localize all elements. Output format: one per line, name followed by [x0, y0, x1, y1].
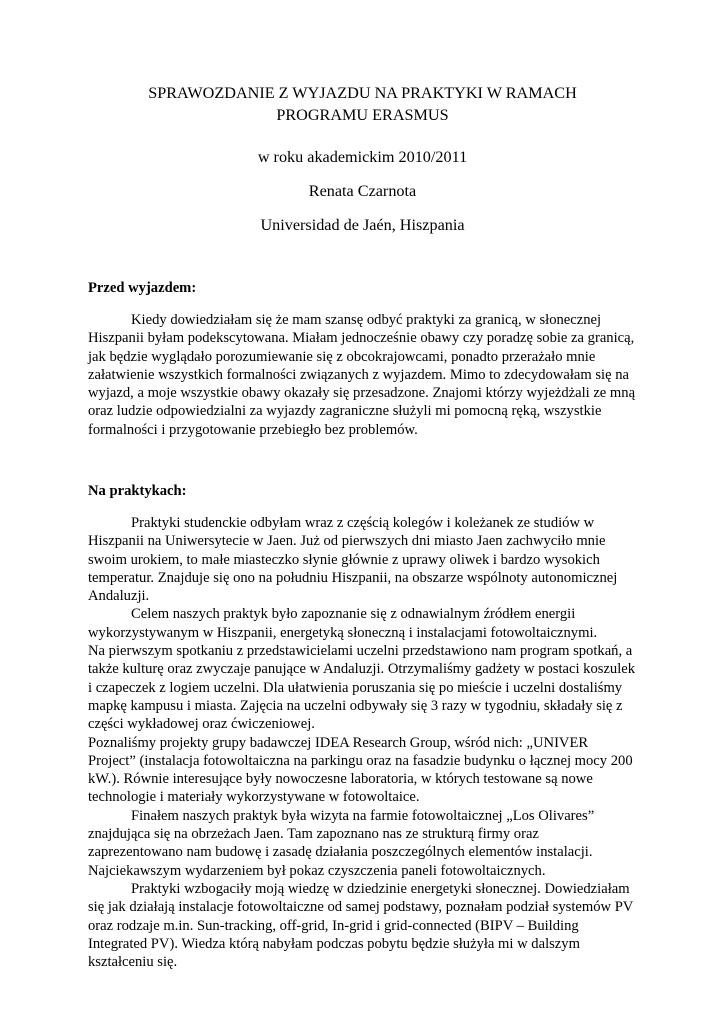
text-line: Celem naszych praktyk było zapoznanie się z odnawialnym źródłem energii — [131, 606, 576, 623]
text-line: wyjazd, a moje wszystkie obawy okazały się przesadzone. Znajomi którzy wyjeżdżali ze mną — [88, 385, 636, 402]
text-line: jak będzie wyglądało porozumiewanie się z obcokrajowcami, ponadto przerażało mnie — [88, 348, 596, 365]
text-line: Praktyki wzbogaciły moją wiedzę w dziedzinie energetyki słonecznej. Dowiedziałam — [131, 880, 630, 897]
text-line: Poznaliśmy projekty grupy badawczej IDEA Research Group, wśród nich: „UNIVER — [88, 734, 589, 751]
text-line: Integrated PV). Wiedza którą nabyłam podczas pobytu będzie służyła mi w dalszym — [88, 935, 580, 952]
text-line: Na pierwszym spotkaniu z przedstawicielami uczelni przedstawiono nam program spotkań, a — [88, 643, 633, 660]
paragraph-before-departure — [88, 311, 641, 439]
academic-year: w roku akademickim 2010/2011 — [257, 148, 468, 166]
title-line-2: PROGRAMU ERASMUS — [276, 106, 449, 124]
text-line: Hiszpanii byłam podekscytowana. Miałam jednocześnie obawy czy poradzę sobie za granicą, — [88, 330, 635, 347]
text-line: zaprezentowano nam budowę i zasadę działania poszczególnych elementów instalacji. — [88, 844, 593, 861]
text-line: Najciekawszym wydarzeniem był pokaz czyszczenia paneli fotowoltaicznych. — [88, 862, 546, 879]
text-line: się jak działają instalacje fotowoltaiczne od samej podstawy, poznałam podział systemów PV — [88, 899, 634, 916]
text-line: Kiedy dowiedziałam się że mam szansę odbyć praktyki za granicą, w słonecznej — [131, 312, 602, 328]
text-line: znajdująca się na obrzeżach Jaen. Tam zapoznano nas ze strukturą firmy oraz — [88, 826, 539, 843]
text-line: Andaluzji. — [88, 588, 150, 605]
text-line: kW.). Równie interesujące były nowoczesne laboratoria, w których testowane są nowe — [88, 771, 593, 788]
author-name: Renata Czarnota — [308, 182, 417, 200]
section-heading-before-departure: Przed wyjazdem: — [88, 280, 197, 296]
text-line: Project” (instalacja fotowoltaiczna na parkingu oraz na fasadzie budynku o łącznej mocy 200 — [88, 752, 633, 769]
text-line: oraz rodzaje m.in. Sun-tracking, off-grid, In-grid i grid-connected (BIPV – Building — [88, 917, 579, 934]
text-line: Finałem naszych praktyk była wizyta na farmie fotowoltaicznej „Los Olivares” — [131, 807, 595, 824]
text-line: części wykładowej oraz ćwiczeniowej. — [88, 716, 315, 733]
section-heading-internship: Na praktykach: — [88, 483, 187, 499]
text-line: kształceniu się. — [88, 954, 178, 971]
text-line: Praktyki studenckie odbyłam wraz z częścią kolegów i koleżanek ze studiów w — [131, 515, 595, 531]
text-line: swoim urokiem, to małe miasteczko słynie głównie z uprawy oliwek i bardzo wysokich — [88, 551, 600, 568]
text-line: formalności i przygotowanie przebiegło bez problemów. — [88, 421, 418, 438]
text-line: wykorzystywanym w Hiszpanii, energetyką słoneczną i instalacjami fotowoltaicznymi. — [88, 624, 598, 641]
text-line: mapkę kampusu i miasta. Zajęcia na uczelni odbywały się 3 razy w tygodniu, składały się z — [88, 697, 623, 714]
text-line: także kulturę oraz zwyczaje panujące w Andaluzji. Otrzymaliśmy gadżety w postaci koszulek — [88, 661, 636, 678]
document-title — [60, 82, 665, 126]
text-line: załatwienie wszystkich formalności związanych z wyjazdem. Mimo to zdecydowałam się na — [88, 366, 629, 383]
text-line: Hiszpanii na Uniwersytecie w Jaen. Już od pierwszych dni miasto Jaen zachwyciło mnie — [88, 533, 606, 550]
text-line: technologie i materiały wykorzystywane w fotowoltaice. — [88, 789, 420, 806]
paragraph-internship — [88, 514, 641, 971]
university-name: Universidad de Jaén, Hiszpania — [260, 216, 465, 234]
text-line: oraz ludzie odpowiedzialni za wyjazdy zagraniczne służyli mi pomocną ręką, wszystkie — [88, 403, 602, 420]
text-line: temperatur. Znajduje się ono na południu Hiszpanii, na obszarze wspólnoty autonomicznej — [88, 569, 618, 586]
title-line-1: SPRAWOZDANIE Z WYJAZDU NA PRAKTYKI W RAMACH — [148, 84, 577, 102]
text-line: i czapeczek z logiem uczelni. Dla ułatwienia poruszania się po mieście i uczelni dostaliśmy — [88, 679, 623, 696]
